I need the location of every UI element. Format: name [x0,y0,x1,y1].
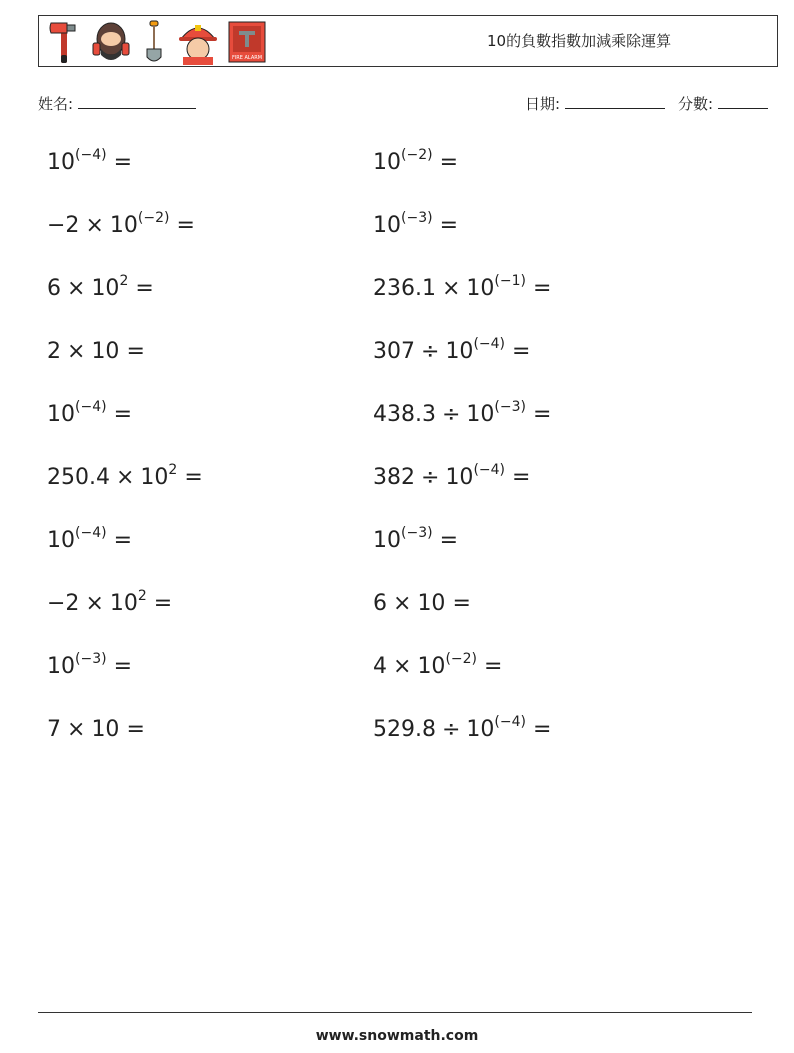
problem-5 [47,274,154,304]
base: 10 [47,654,75,679]
footer-url: www.snowmath.com [315,1028,479,1044]
coefficient: 4 [373,654,387,679]
base: 10 [47,150,75,175]
exponent: 2 [137,588,147,604]
worksheet-title: 10的負數指數加減乘除運算 [487,32,672,50]
problem-6 [373,274,551,304]
equals-sign: = [113,150,132,175]
coefficient: 382 [373,465,415,490]
operator: × [67,717,86,742]
equals-sign: = [126,339,145,364]
exponent: (−4) [494,714,526,730]
operator: × [393,654,412,679]
problem-16 [373,589,471,619]
exponent: (−3) [75,651,107,667]
base: 10 [109,591,138,616]
coefficient: 6 [373,591,387,616]
base: 10 [91,276,120,301]
operator: ÷ [421,465,440,490]
base: 10 [466,717,495,742]
problem-19 [47,715,145,745]
exponent: (−4) [75,147,107,163]
problem-1 [47,148,132,178]
coefficient: 236.1 [373,276,436,301]
equals-sign: = [452,591,471,616]
operator: × [441,276,461,301]
problem-13 [47,526,132,556]
problem-10 [373,400,551,430]
base: 10 [373,150,401,175]
problem-9 [47,400,132,430]
coefficient: 529.8 [373,717,436,742]
coefficient: −2 [47,213,80,238]
footer-divider [38,1012,752,1013]
equals-sign: = [512,339,531,364]
exponent: 2 [119,273,129,289]
problem-3 [47,211,195,241]
equals-sign: = [135,276,154,301]
operator: ÷ [441,402,461,427]
exponent: (−2) [401,147,433,163]
equals-sign: = [532,276,552,301]
operator: × [67,276,86,301]
coefficient: 7 [47,717,61,742]
equals-sign: = [113,402,132,427]
base: 10 [47,402,75,427]
equals-sign: = [439,213,458,238]
problem-20 [373,715,551,745]
exponent: (−3) [494,399,526,415]
problem-7 [47,337,145,367]
operator: × [67,339,86,364]
base: 10 [445,339,474,364]
operator: ÷ [421,339,440,364]
problem-12 [373,463,530,493]
operator: ÷ [441,717,461,742]
coefficient: −2 [47,591,80,616]
base: 10 [109,213,138,238]
coefficient: 6 [47,276,61,301]
problem-17 [47,652,132,682]
coefficient: 2 [47,339,61,364]
equals-sign: = [153,591,173,616]
problem-15 [47,589,172,619]
base: 10 [47,528,75,553]
exponent: (−1) [494,273,526,289]
exponent: (−4) [75,399,107,415]
base: 10 [466,276,495,301]
equals-sign: = [439,528,458,553]
base: 10 [91,339,120,364]
problem-2 [373,148,458,178]
base: 10 [373,528,401,553]
base: 10 [417,591,446,616]
problem-11 [47,463,203,493]
base: 10 [445,465,474,490]
problem-14 [373,526,458,556]
exponent: (−3) [401,210,433,226]
exponent: (−4) [473,336,505,352]
equals-sign: = [512,465,531,490]
exponent: (−2) [137,210,170,226]
base: 10 [373,213,401,238]
operator: × [85,591,104,616]
equals-sign: = [439,150,458,175]
base: 10 [417,654,446,679]
problem-4 [373,211,458,241]
equals-sign: = [532,717,552,742]
score-label: 分數: [678,95,714,113]
name-label: 姓名: [38,95,74,113]
equals-sign: = [126,717,145,742]
operator: × [393,591,412,616]
alarm-label: FIRE ALARM [231,55,263,61]
base: 10 [466,402,495,427]
equals-sign: = [484,654,503,679]
exponent: (−4) [473,462,505,478]
problem-18 [373,652,502,682]
equals-sign: = [176,213,195,238]
exponent: (−2) [445,651,477,667]
coefficient: 307 [373,339,415,364]
exponent: (−3) [401,525,433,541]
operator: × [115,465,135,490]
date-label: 日期: [525,95,561,113]
base: 10 [140,465,169,490]
exponent: 2 [168,462,178,478]
problem-8 [373,337,530,367]
exponent: (−4) [75,525,107,541]
coefficient: 250.4 [47,465,110,490]
equals-sign: = [113,528,132,553]
coefficient: 438.3 [373,402,436,427]
equals-sign: = [184,465,203,490]
base: 10 [91,717,120,742]
equals-sign: = [532,402,552,427]
operator: × [85,213,104,238]
equals-sign: = [113,654,132,679]
